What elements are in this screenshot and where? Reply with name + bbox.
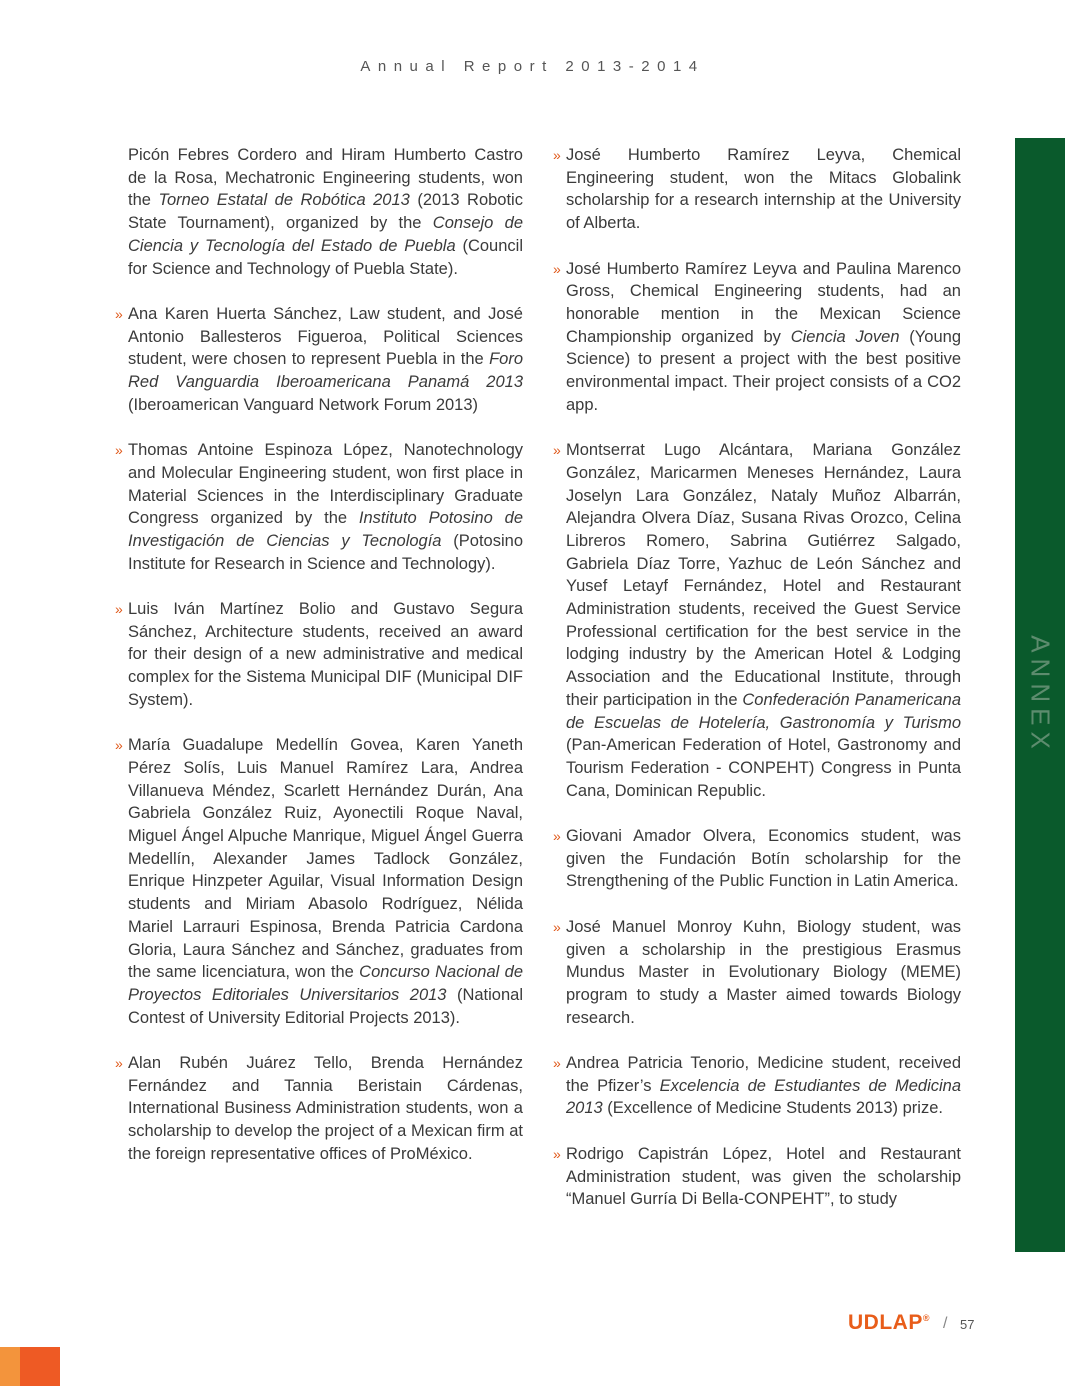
award-entry xyxy=(553,1052,961,1120)
entry-text: Montserrat Lugo Alcántara, Mariana González González, Maricarmen Meneses Hernández, Laura Joselyn Lara González, Nataly Muñoz Albarrán, Alejandra Olvera Díaz, Susana Rivas Orozco, Celina Libreros Romero, Sabrina Gutiérrez Salgado, Gabriela Díaz Torre, Yazhuc de León Sánchez and Yusef Letayf Fernández, Hotel and Restaurant Administration students, received the Guest Service Professional certification for the best service in the lodging industry by the American Hotel & Lodging Association and the Educational Institute, through their participation in the xyxy=(566,441,961,709)
entry-text: Thomas Antoine Espinoza López, Nanotechnology and Molecular Engineering student, won first place in Material Sciences in the Interdisciplinary Graduate Congress organized by the xyxy=(128,441,523,528)
logo-text: UDLAP xyxy=(848,1311,923,1334)
award-entry xyxy=(553,439,961,802)
entry-text: Luis Iván Martínez Bolio and Gustavo Segura Sánchez, Architecture students, received an award for their design of a new administrative and medical complex for the Sistema Municipal DIF (Municipal DIF System). xyxy=(128,600,523,709)
entry-text: José Humberto Ramírez Leyva and Paulina Marenco Gross, Chemical Engineering students, had an honorable mention in the Mexican Science Championship organized by xyxy=(566,259,961,346)
entry-text: (Iberoamerican Vanguard Network Forum 2013) xyxy=(128,395,479,414)
italic-title: Foro Red Vanguardia Iberoamericana Panamá 2013 xyxy=(128,350,523,392)
bullet-marker: » xyxy=(553,918,561,935)
award-entry xyxy=(553,916,961,1030)
award-entry xyxy=(553,1143,961,1211)
entry-text: José Manuel Monroy Kuhn, Biology student, was given a scholarship in the prestigious Erasmus Mundus Master in Evolutionary Biology (MEME) program to study a Master aimed towards Biology research. xyxy=(566,917,961,1027)
award-entry xyxy=(115,1052,523,1166)
footer-separator: / xyxy=(943,1315,948,1332)
bullet-marker: » xyxy=(115,737,123,754)
award-entry xyxy=(115,598,523,712)
bullet-marker: » xyxy=(115,442,123,459)
entry-text: (Council for Science and Technology of Puebla State). xyxy=(128,236,523,278)
italic-title: Concurso Nacional de Proyectos Editoriales Universitarios 2013 xyxy=(128,963,523,1004)
italic-title: Consejo de Ciencia y Tecnología del Estado de Puebla xyxy=(128,214,523,255)
entry-text: Andrea Patricia Tenorio, Medicine student, received the Pfizer’s xyxy=(566,1054,961,1095)
award-entry xyxy=(115,144,523,280)
bullet-marker: » xyxy=(553,828,561,845)
entry-text: (National Contest of University Editorial Projects 2013). xyxy=(128,985,523,1027)
entry-text: Picón Febres Cordero and Hiram Humberto Castro de la Rosa, Mechatronic Engineering students, won the xyxy=(128,146,523,210)
udlap-logo xyxy=(848,1311,930,1335)
bullet-marker: » xyxy=(553,442,561,459)
bullet-marker: » xyxy=(115,601,123,618)
entry-text: María Guadalupe Medellín Govea, Karen Yaneth Pérez Solís, Luis Manuel Ramírez Lara, Andrea Villanueva Méndez, Scarlett Hernández Durán, Ana Gabriela González Ruiz, Ayonectili Roque Naval, Miguel Ángel Alpuche Manrique, Miguel Ángel Guerra Medellín, Alexander James Tadlock González, Enrique Hinzpeter Aguilar, Visual Information Design students and Miriam Abasolo Rodríguez, Nélida Mariel Larrauri Espinosa, Brenda Patricia Cardona Gloria, Laura Sánchez and Sánchez, graduates from the same licenciatura, won the xyxy=(128,736,523,982)
entry-text: Rodrigo Capistrán López, Hotel and Restaurant Administration student, was given the scholarship “Manuel Gurría Di Bella-CONPEHT”, to study xyxy=(566,1144,961,1209)
award-entry xyxy=(553,144,961,235)
bullet-marker: » xyxy=(553,147,561,163)
award-entry xyxy=(115,303,523,417)
award-entry xyxy=(115,734,523,1029)
bullet-marker: » xyxy=(553,260,561,277)
award-entry xyxy=(115,439,523,575)
award-entry xyxy=(553,825,961,893)
bullet-marker: » xyxy=(553,1055,561,1072)
bullet-marker: » xyxy=(115,1055,123,1072)
italic-title: Ciencia Joven xyxy=(790,327,900,346)
entry-text: (2013 Robotic State Tournament), organized by the xyxy=(128,191,523,233)
italic-title: Excelencia de Estudiantes de Medicina 2013 xyxy=(566,1076,962,1118)
entry-text: (Potosino Institute for Research in Science and Technology). xyxy=(128,531,523,573)
corner-accent-light xyxy=(0,1347,20,1386)
logo-registered-mark: ® xyxy=(922,1313,930,1323)
entry-text: Alan Rubén Juárez Tello, Brenda Hernández Fernández and Tannia Beristain Cárdenas, International Business Administration students, won a scholarship to develop the project of a Mexican firm at the foreign representative offices of ProMéxico. xyxy=(128,1054,523,1163)
annex-side-label: ANNEX xyxy=(1025,635,1056,755)
left-column xyxy=(115,144,523,1188)
entry-text: (Pan-American Federation of Hotel, Gastronomy and Tourism Federation - CONPEHT) Congress in Punta Cana, Dominican Republic. xyxy=(566,736,961,800)
entry-text: (Excellence of Medicine Students 2013) prize. xyxy=(602,1099,943,1118)
italic-title: Confederación Panamericana de Escuelas de Hotelería, Gastronomía y Turismo xyxy=(566,690,961,732)
entry-text: Giovani Amador Olvera, Economics student, was given the Fundación Botín scholarship for the Strengthening of the Public Function in Latin America. xyxy=(566,827,961,891)
bullet-marker: » xyxy=(115,305,123,322)
italic-title: Instituto Potosino de Investigación de Ciencias y Tecnología xyxy=(128,509,523,550)
bullet-marker: » xyxy=(553,1145,561,1162)
report-header: Annual Report 2013-2014 xyxy=(360,58,705,75)
entry-text: Ana Karen Huerta Sánchez, Law student, and José Antonio Ballesteros Figueroa, Political Sciences student, were chosen to represent Puebla in the xyxy=(128,304,523,369)
corner-accent-dark xyxy=(20,1347,60,1386)
page-number: 57 xyxy=(960,1317,975,1332)
entry-text: (Young Science) to present a project with the best positive environmental impact. Their project consists of a CO2 app. xyxy=(566,327,961,414)
award-entry xyxy=(553,258,961,417)
entry-text: José Humberto Ramírez Leyva, Chemical Engineering student, won the Mitacs Globalink scholarship for a research internship at the University of Alberta. xyxy=(566,146,961,233)
right-column xyxy=(553,144,961,1234)
italic-title: Torneo Estatal de Robótica 2013 xyxy=(158,191,410,210)
